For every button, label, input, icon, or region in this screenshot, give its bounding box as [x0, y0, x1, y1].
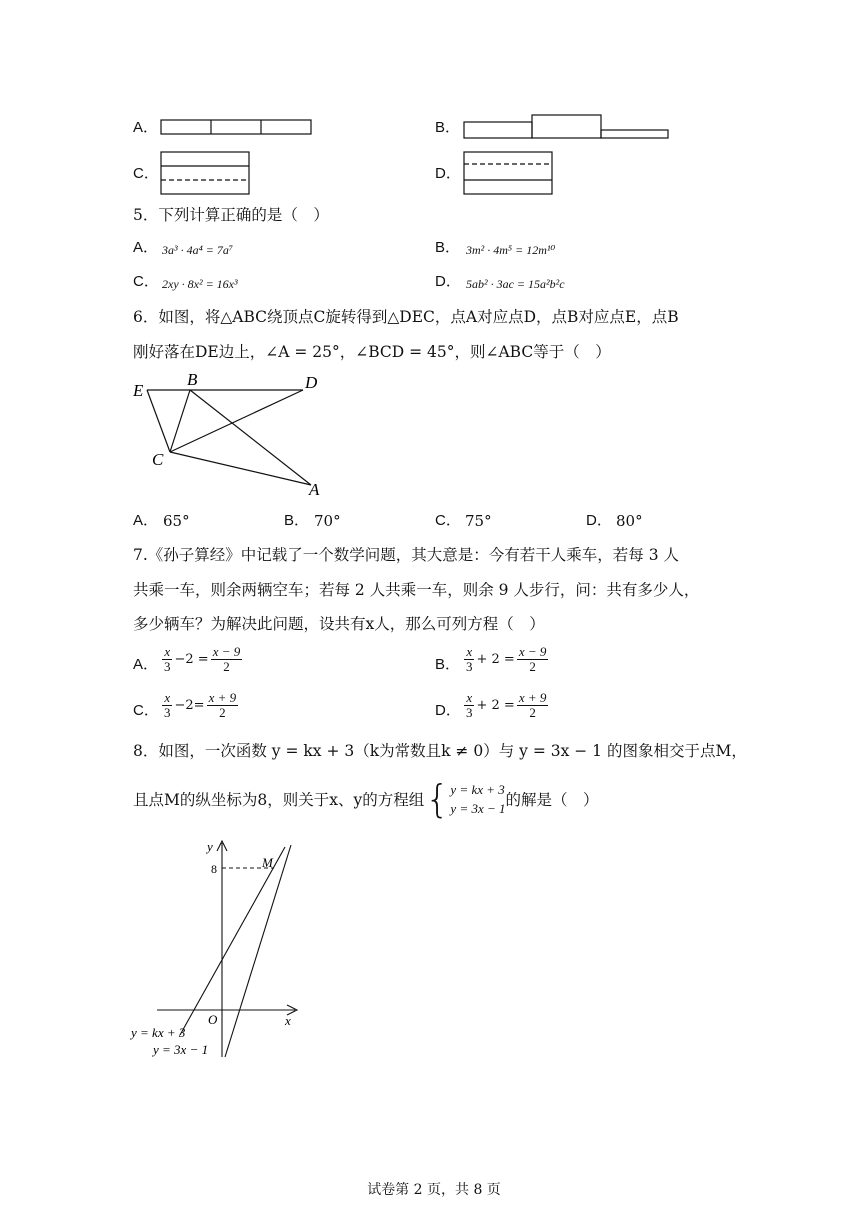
q8-stem-line1: 8．如图，一次函数 y = kx + 3（k为常数且k ≠ 0）与 y = 3x − 1 的图象相交于点M，: [133, 742, 747, 760]
equation-system: y = kx + 3 y = 3x − 1: [450, 782, 506, 816]
q7-option-c: $\frac{x}{3}$ −2= $\frac{x + 9}{2}$: [164, 690, 237, 720]
q7-stem-line2: 共乘一车，则余两辆空车；若每 2 人共乘一车，则余 9 人步行，问：共有多少人，: [133, 581, 700, 599]
q6-option-d: 80°: [616, 512, 643, 530]
q5-option-a-label: A．: [133, 239, 159, 256]
q5-option-b-label: B．: [435, 239, 461, 256]
q6-option-c: 75°: [465, 512, 492, 530]
q6-option-d-label: D．: [586, 512, 612, 529]
q7-stem-line1: 7.《孙子算经》中记载了一个数学问题，其大意是：今有若干人乘车，若每 3 人: [133, 546, 680, 564]
system-brace-icon: {: [425, 777, 450, 821]
q6-option-b-label: B．: [284, 512, 310, 529]
q5-option-c-label: C．: [133, 273, 159, 290]
q5-option-c: 2xy · 8x² = 16x³: [162, 277, 238, 291]
q7-option-a: $\frac{x}{3}$ −2 = $\frac{x - 9}{2}$: [164, 644, 241, 674]
q5-option-a: 3a³ · 4a⁴ = 7a⁷: [162, 243, 234, 257]
vertex-D-label: D: [305, 373, 318, 392]
q4-option-a-figure: [160, 118, 315, 138]
vertex-E-label: E: [133, 381, 144, 400]
q7-option-d-label: D．: [435, 702, 461, 719]
q5-option-d: 5ab² · 3ac = 15a²b²c: [466, 277, 565, 291]
q7-option-a-label: A．: [133, 656, 159, 673]
q4-option-d-label: D．: [435, 165, 461, 182]
q8-stem-line2: 且点M的纵坐标为8，则关于x、y的方程组 { y = kx + 3 y = 3x − 1 的解是（ ）: [133, 777, 599, 821]
q4-option-b-figure: [462, 112, 672, 142]
q6-stem-line2: 刚好落在DE边上，∠A = 25°，∠BCD = 45°，则∠ABC等于（ ）: [133, 343, 611, 361]
page-footer: 试卷第 2 页，共 8 页: [367, 1182, 501, 1198]
line-kx3-label: y = kx + 3: [131, 1025, 186, 1040]
q4-option-c-label: C．: [133, 165, 159, 182]
q7-option-d: $\frac{x}{3}$ + 2 = $\frac{x + 9}{2}$: [466, 690, 547, 720]
q5-stem: 5．下列计算正确的是（ ）: [133, 206, 329, 224]
origin-label: O: [208, 1012, 218, 1027]
q5-option-b: 3m² · 4m⁵ = 12m¹⁰: [466, 243, 556, 257]
y-axis-label: y: [207, 839, 213, 854]
q6-stem-line1: 6．如图，将△ABC绕顶点C旋转得到△DEC，点A对应点D，点B对应点E，点B: [133, 308, 679, 326]
point-M-label: M: [262, 855, 273, 870]
q7-option-b-label: B．: [435, 656, 461, 673]
q4-option-a-label: A．: [133, 119, 159, 136]
vertex-B-label: B: [187, 370, 198, 389]
q6-option-c-label: C．: [435, 512, 461, 529]
y-tick-8: 8: [211, 862, 217, 876]
q7-option-b: $\frac{x}{3}$ + 2 = $\frac{x - 9}{2}$: [466, 644, 547, 674]
q5-option-d-label: D．: [435, 273, 461, 290]
q6-triangle-figure: [125, 365, 335, 500]
q6-option-a: 65°: [163, 512, 190, 530]
q4-option-c-figure: [160, 150, 255, 198]
q7-option-c-label: C．: [133, 702, 159, 719]
q7-stem-line3: 多少辆车？为解决此问题，设共有x人，那么可列方程（ ）: [133, 615, 545, 633]
x-axis-label: x: [285, 1013, 291, 1028]
line-3x-1-label: y = 3x − 1: [153, 1042, 209, 1057]
q8-function-graph: [125, 835, 310, 1065]
q6-option-b: 70°: [314, 512, 341, 530]
vertex-C-label: C: [152, 450, 164, 469]
q4-option-d-figure: [463, 150, 558, 198]
q4-option-b-label: B．: [435, 119, 461, 136]
vertex-A-label: A: [309, 480, 320, 499]
q6-option-a-label: A．: [133, 512, 159, 529]
